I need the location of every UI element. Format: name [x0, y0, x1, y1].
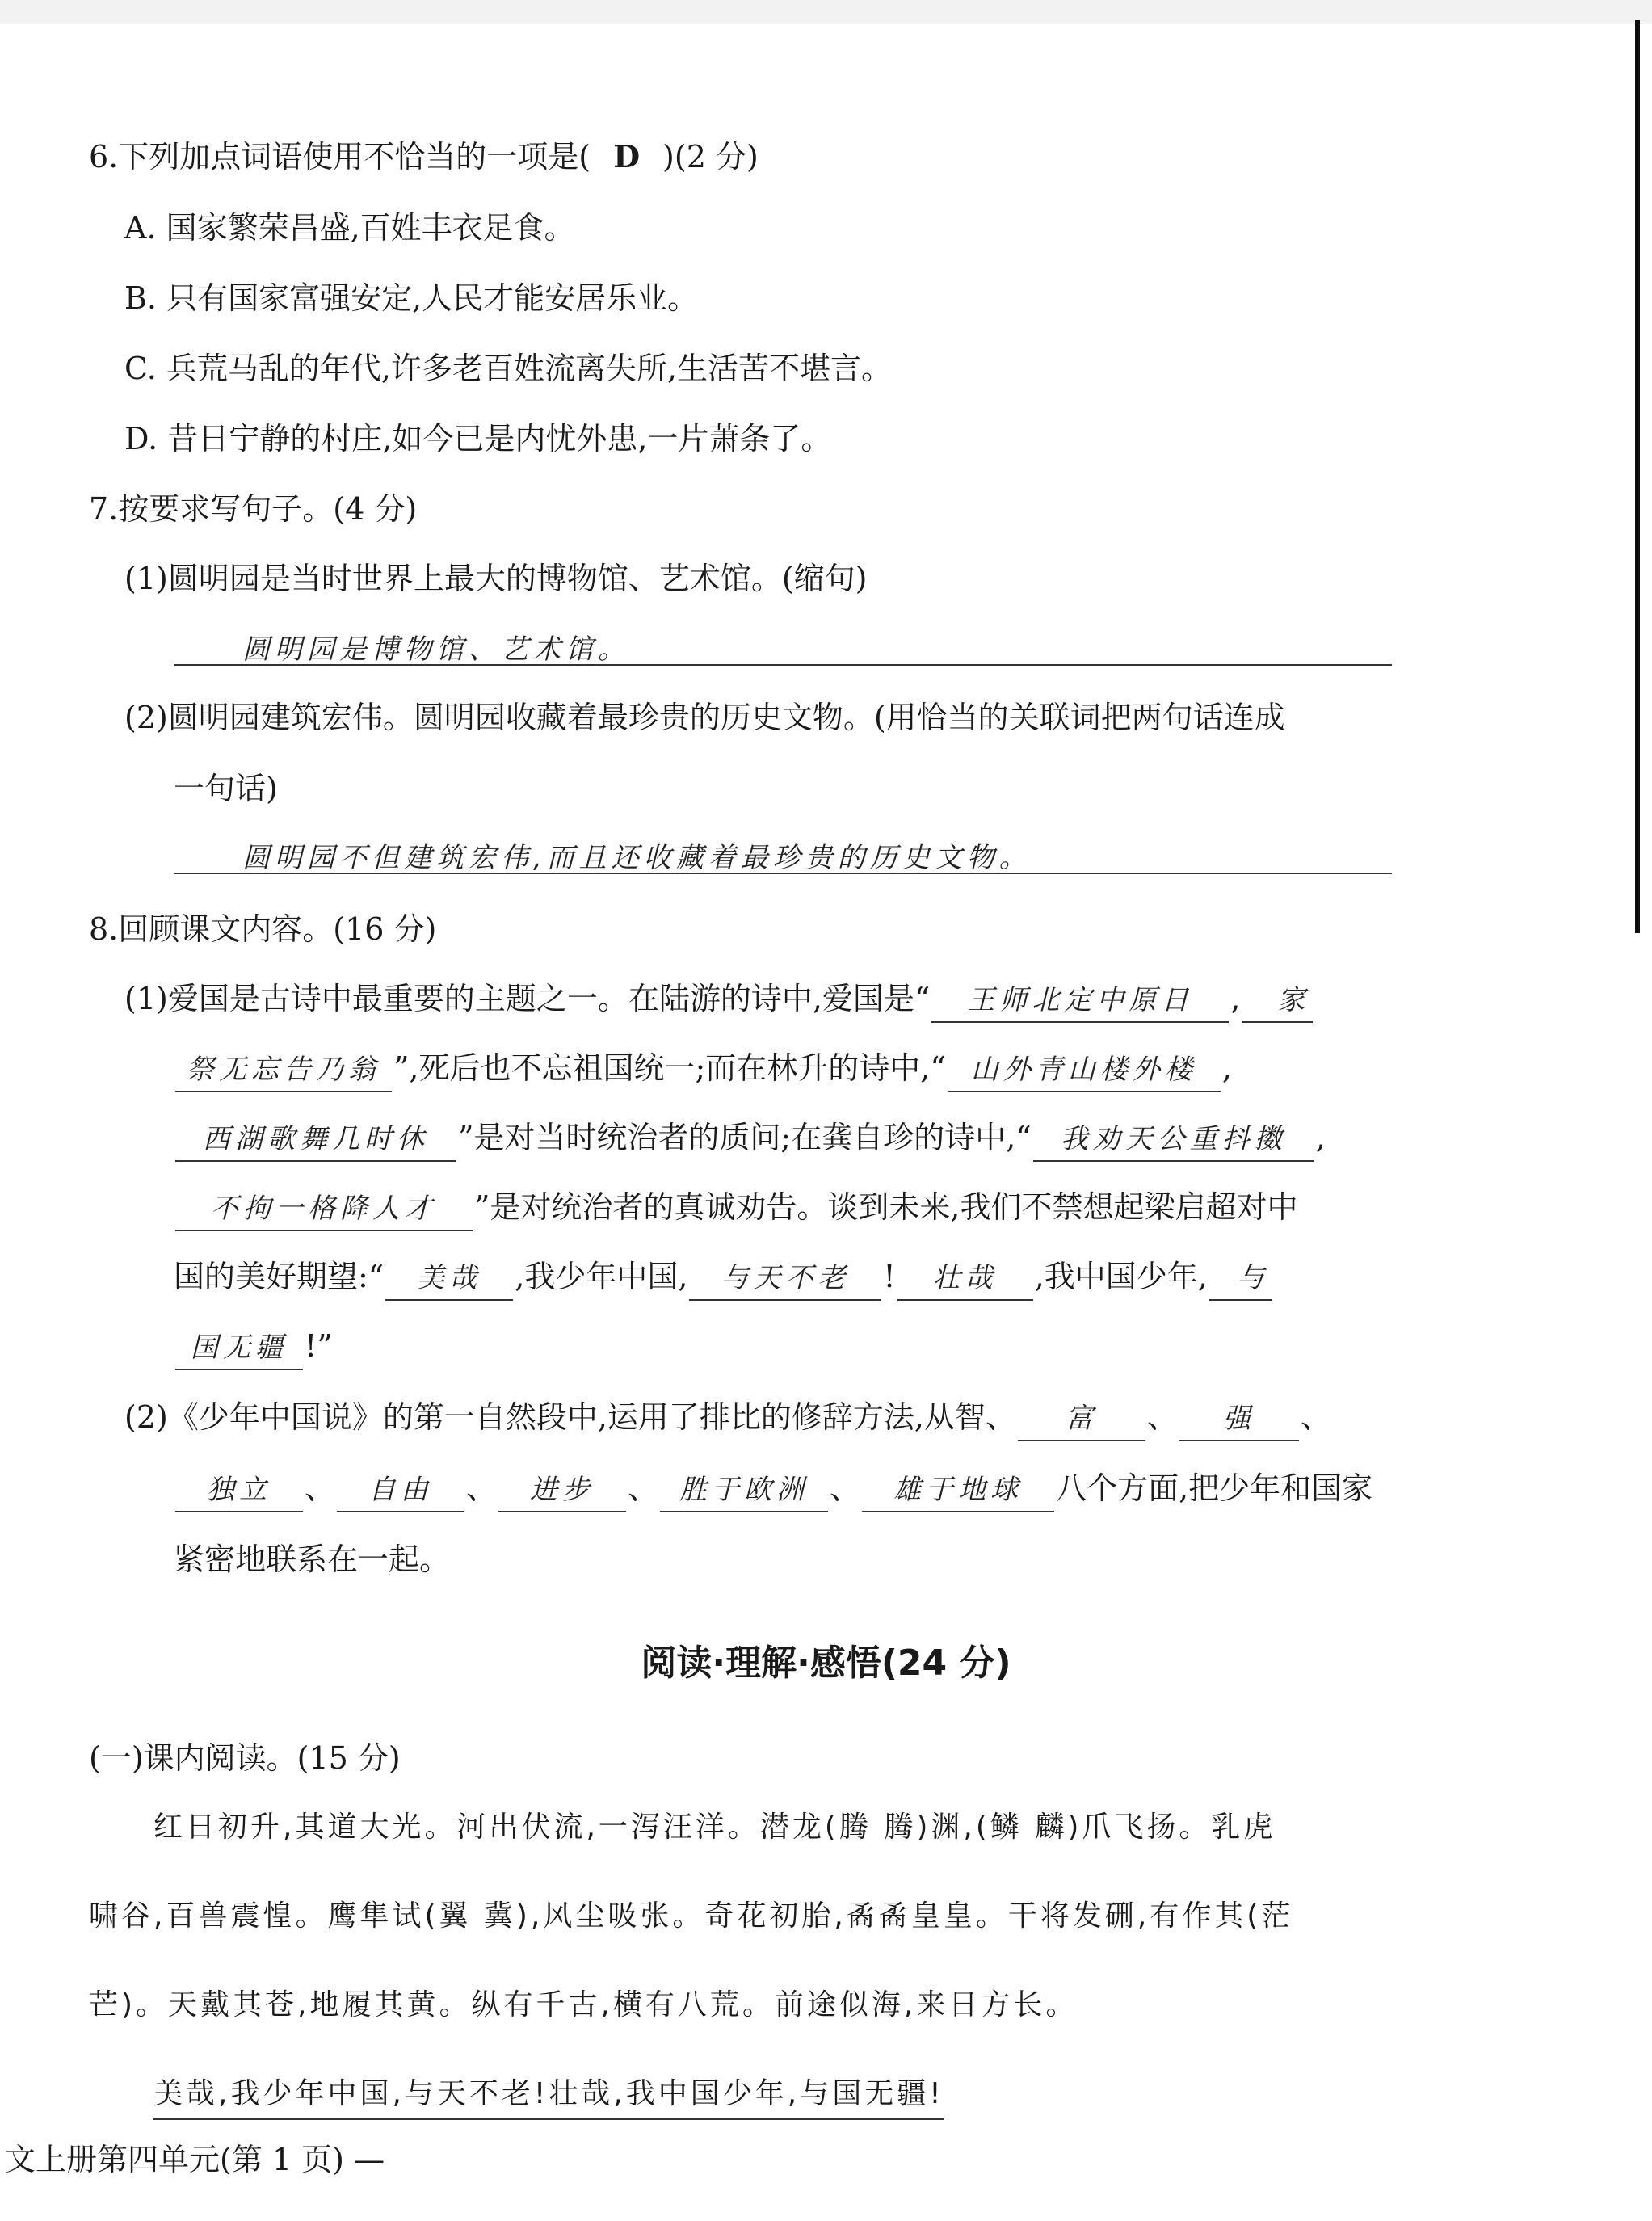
- q7-part1-answer: 圆明园是博物馆、艺术馆。: [242, 633, 630, 666]
- blank-1: 王师北定中原日: [931, 979, 1229, 1023]
- q8-line5: 国的美好期望:“ 美哉 ,我少年中国, 与天不老 ! 壮哉 ,我中国少年, 与: [174, 1256, 1274, 1301]
- q8-part2-line3: 紧密地联系在一起。: [174, 1542, 451, 1577]
- blank-4: 西湖歌舞几时休: [175, 1118, 456, 1162]
- passage-line-3: 芒)。天戴其苍,地履其黄。纵有千古,横有八荒。前途似海,来日方长。: [89, 1988, 1078, 2021]
- q7-part1-answer-line: [174, 664, 1392, 666]
- blank-c5: 进步: [498, 1469, 626, 1512]
- blank-2b: 祭无忘告乃翁: [175, 1049, 392, 1092]
- blank-10a: 与: [1209, 1257, 1272, 1301]
- scan-border: [1635, 20, 1640, 933]
- blank-c1: 富: [1018, 1398, 1145, 1441]
- blank-7: 美哉: [385, 1257, 513, 1301]
- section-subtitle: (一)课内阅读。(15 分): [89, 1740, 401, 1776]
- blank-c3: 独立: [175, 1469, 303, 1512]
- q6-option-a: A. 国家繁荣昌盛,百姓丰衣足食。: [124, 210, 575, 246]
- passage-underlined-line: 美哉,我少年中国,与天不老!壮哉,我中国少年,与国无疆!: [153, 2073, 944, 2120]
- q8-part2-line2: 独立 、 自由 、 进步 、 胜于欧洲 、 雄于地球 八个方面,把少年和国家: [174, 1467, 1372, 1512]
- q6-option-b: B. 只有国家富强安定,人民才能安居乐业。: [124, 280, 699, 316]
- passage-line-1: 红日初升,其道大光。河出伏流,一泻汪洋。潜龙(腾 腾)渊,(鳞 麟)爪飞扬。乳虎: [153, 1811, 1276, 1844]
- q8-line6: 国无疆 !”: [174, 1325, 333, 1370]
- q6-option-c: C. 兵荒马乱的年代,许多老百姓流离失所,生活苦不堪言。: [124, 351, 893, 386]
- blank-c4: 自由: [337, 1469, 464, 1512]
- q7-stem: 7.按要求写句子。(4 分): [89, 491, 418, 527]
- blank-c7: 雄于地球: [862, 1469, 1054, 1512]
- q8-line3: 西湖歌舞几时休 ”是对当时统治者的质问;在龚自珍的诗中,“ 我劝天公重抖擞 ,: [174, 1117, 1326, 1162]
- passage-line-2: 啸谷,百兽震惶。鹰隼试(翼 冀),风尘吸张。奇花初胎,矞矞皇皇。干将发硎,有作其(茫: [89, 1899, 1294, 1933]
- blank-c6: 胜于欧洲: [660, 1469, 828, 1512]
- blank-9: 壮哉: [897, 1257, 1033, 1301]
- section-title: 阅读·理解·感悟(24 分): [641, 1643, 1011, 1684]
- q8-stem: 8.回顾课文内容。(16 分): [89, 911, 437, 947]
- q8-line1: (1)爱国是古诗中最重要的主题之一。在陆游的诗中,爱国是“ 王师北定中原日 , 家: [124, 978, 1314, 1023]
- page-top-edge: [0, 0, 1652, 24]
- q8-line2: 祭无忘告乃翁 ”,死后也不忘祖国统一;而在林升的诗中,“ 山外青山楼外楼 ,: [174, 1047, 1232, 1092]
- q6-answer: D: [613, 138, 641, 175]
- blank-6: 不拘一格降人才: [175, 1188, 473, 1231]
- blank-2a: 家: [1242, 979, 1313, 1023]
- q6-option-d: D. 昔日宁静的村庄,如今已是内忧外患,一片萧条了。: [124, 421, 832, 456]
- q6-stem: 6.下列加点词语使用不恰当的一项是( D )(2 分): [89, 138, 759, 175]
- blank-5: 我劝天公重抖擞: [1033, 1118, 1314, 1162]
- q8-part2-line1: (2)《少年中国说》的第一自然段中,运用了排比的修辞方法,从智、 富 、 强 、: [124, 1396, 1331, 1441]
- q7-part2-prompt-a: (2)圆明园建筑宏伟。圆明园收藏着最珍贵的历史文物。(用恰当的关联词把两句话连成: [124, 700, 1285, 735]
- q8-line4: 不拘一格降人才 ”是对统治者的真诚劝告。谈到未来,我们不禁想起梁启超对中: [174, 1186, 1298, 1231]
- q7-part2-answer: 圆明园不但建筑宏伟,而且还收藏着最珍贵的历史文物。: [242, 842, 1032, 874]
- blank-10b: 国无疆: [175, 1327, 303, 1370]
- blank-8: 与天不老: [689, 1257, 881, 1301]
- blank-3: 山外青山楼外楼: [948, 1049, 1221, 1092]
- page-footer: 文上册第四单元(第 1 页) —: [5, 2142, 385, 2177]
- q7-part1-prompt: (1)圆明园是当时世界上最大的博物馆、艺术馆。(缩句): [124, 561, 868, 596]
- blank-c2: 强: [1179, 1398, 1299, 1441]
- q7-part2-answer-line: [174, 873, 1392, 874]
- q7-part2-prompt-b: 一句话): [174, 771, 278, 806]
